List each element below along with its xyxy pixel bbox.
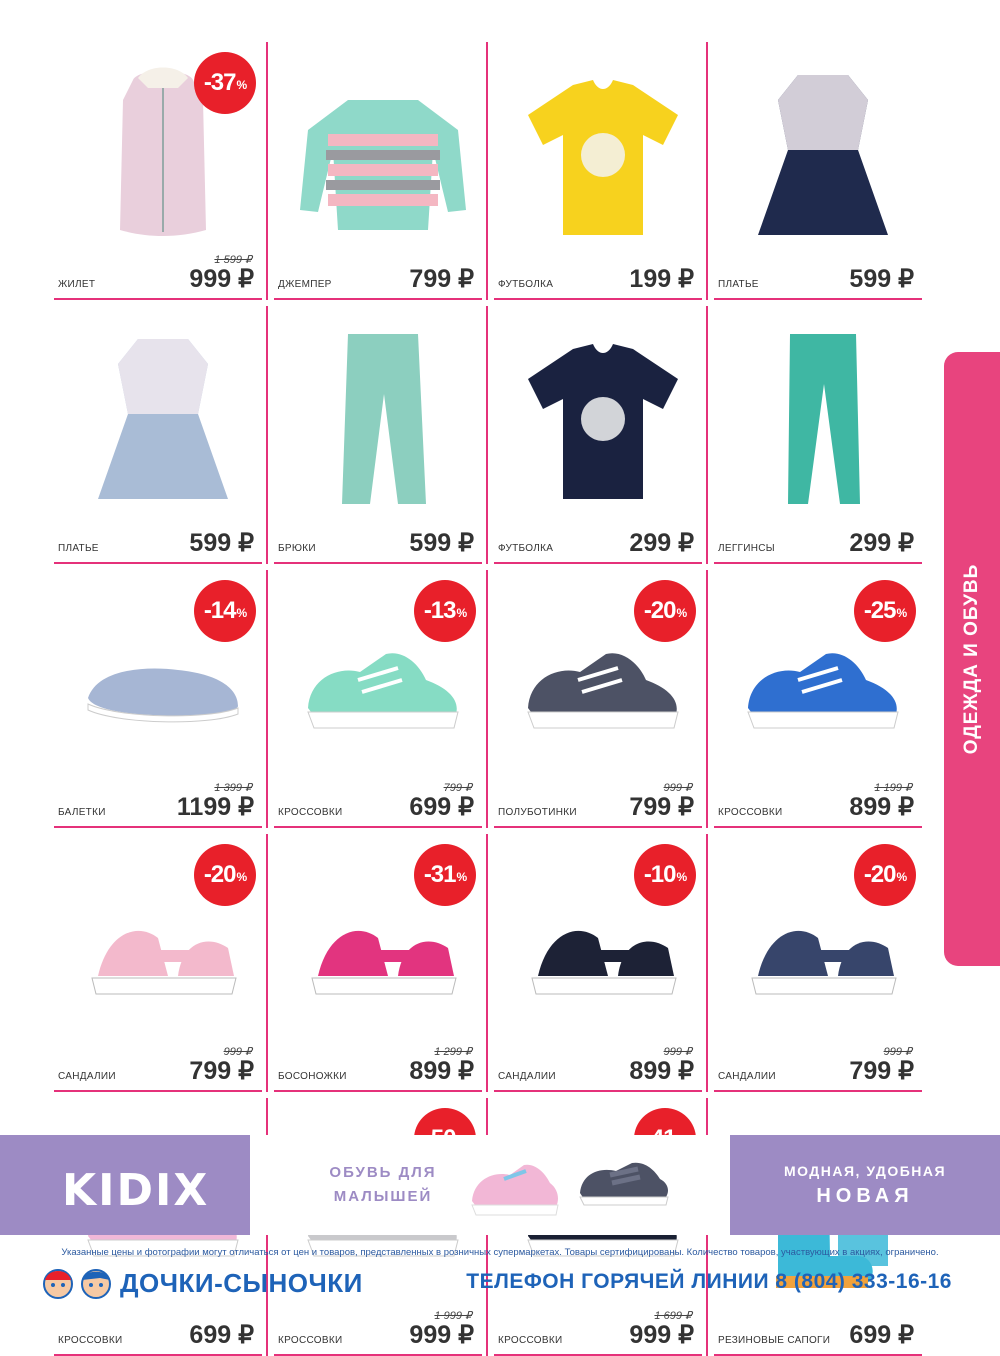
store-logo[interactable] (40, 1266, 363, 1300)
product-card[interactable] (48, 306, 268, 564)
old-price: 999 ₽ (663, 782, 692, 794)
card-divider-horizontal (714, 562, 922, 564)
product-name: ПОЛУБОТИНКИ (498, 807, 577, 818)
product-card[interactable] (48, 570, 268, 828)
product-price: 999 ₽ (409, 1321, 474, 1349)
product-name: ПЛАТЬЕ (718, 279, 759, 290)
card-divider-horizontal (494, 298, 702, 300)
product-price: 199 ₽ (629, 265, 694, 293)
product-image (738, 324, 908, 514)
product-card[interactable] (488, 42, 708, 300)
product-name: ФУТБОЛКА (498, 543, 554, 554)
product-image (78, 324, 248, 514)
banner-tagline-1: МОДНАЯ, УДОБНАЯ (783, 1163, 947, 1179)
card-divider-horizontal (714, 826, 922, 828)
product-name: РЕЗИНОВЫЕ САПОГИ (718, 1335, 831, 1346)
percent-sign: % (236, 870, 247, 884)
product-name: ДЖЕМПЕР (278, 279, 332, 290)
product-price: 299 ₽ (849, 529, 914, 557)
product-price: 799 ₽ (409, 265, 474, 293)
product-card[interactable] (268, 570, 488, 828)
product-card[interactable] (268, 834, 488, 1092)
product-name: САНДАЛИИ (718, 1071, 776, 1082)
banner-slogan-line1: ОБУВЬ ДЛЯ (329, 1164, 437, 1181)
card-divider-horizontal (54, 562, 262, 564)
product-price: 999 ₽ (189, 265, 254, 293)
discount-value: -20 (863, 861, 896, 888)
card-divider-horizontal (494, 1090, 702, 1092)
product-price: 699 ₽ (849, 1321, 914, 1349)
discount-badge (854, 580, 916, 642)
store-brand-name: ДОЧКИ-СЫНОЧКИ (120, 1267, 363, 1298)
product-image (298, 60, 468, 250)
card-divider-horizontal (714, 1090, 922, 1092)
product-price: 699 ₽ (409, 793, 474, 821)
banner-center-panel (250, 1135, 730, 1235)
product-name: БОСОНОЖКИ (278, 1071, 347, 1082)
product-price: 699 ₽ (189, 1321, 254, 1349)
percent-sign: % (676, 870, 687, 884)
product-price: 899 ₽ (629, 1057, 694, 1085)
product-name: ФУТБОЛКА (498, 279, 554, 290)
discount-badge (414, 580, 476, 642)
product-price: 299 ₽ (629, 529, 694, 557)
tshirt-icon (518, 324, 688, 514)
card-divider-horizontal (274, 1090, 482, 1092)
banner-slogan (318, 1161, 448, 1209)
product-name: САНДАЛИИ (58, 1071, 116, 1082)
discount-value: -20 (643, 597, 676, 624)
product-name: КРОССОВКИ (278, 807, 343, 818)
percent-sign: % (896, 606, 907, 620)
discount-badge (194, 844, 256, 906)
product-price: 1199 ₽ (176, 793, 254, 821)
category-tab[interactable] (944, 352, 1000, 966)
discount-value: -14 (203, 597, 236, 624)
product-card[interactable] (48, 42, 268, 300)
percent-sign: % (456, 606, 467, 620)
product-name: ЛЕГГИНСЫ (718, 543, 775, 554)
card-divider-horizontal (54, 1090, 262, 1092)
product-price: 999 ₽ (629, 1321, 694, 1349)
discount-badge (194, 580, 256, 642)
product-card[interactable] (488, 306, 708, 564)
dress-icon (738, 60, 908, 250)
leggings-icon (738, 324, 908, 514)
disclaimer: Указанные цены и фотографии могут отличаться от цен и товаров, представленных в розничных супермаркетах. Товары сертифицированы. Количество товаров, участвующих в акциях, ограничено. (61, 1247, 939, 1258)
category-tab-label: ОДЕЖДА И ОБУВЬ (961, 563, 982, 755)
kidix-banner[interactable] (0, 1135, 1000, 1235)
product-card[interactable] (48, 834, 268, 1092)
old-price: 999 ₽ (663, 1046, 692, 1058)
product-image (298, 324, 468, 514)
product-name: ЖИЛЕТ (58, 279, 96, 290)
discount-value: -31 (423, 861, 456, 888)
pants-icon (298, 324, 468, 514)
product-name: САНДАЛИИ (498, 1071, 556, 1082)
old-price: 1 999 ₽ (434, 1310, 472, 1322)
old-price: 999 ₽ (883, 1046, 912, 1058)
percent-sign: % (896, 870, 907, 884)
product-name: КРОССОВКИ (498, 1335, 563, 1346)
tshirt-icon (518, 60, 688, 250)
product-price: 799 ₽ (629, 793, 694, 821)
old-price: 1 699 ₽ (654, 1310, 692, 1322)
product-image (738, 60, 908, 250)
old-price: 1 199 ₽ (874, 782, 912, 794)
percent-sign: % (456, 870, 467, 884)
product-price: 899 ₽ (849, 793, 914, 821)
discount-value: -13 (423, 597, 456, 624)
card-divider-horizontal (494, 562, 702, 564)
product-price: 899 ₽ (409, 1057, 474, 1085)
product-card[interactable] (268, 306, 488, 564)
discount-badge (634, 580, 696, 642)
product-price: 599 ₽ (849, 265, 914, 293)
card-divider-horizontal (274, 826, 482, 828)
discount-value: -37 (203, 69, 236, 96)
old-price: 799 ₽ (443, 782, 472, 794)
product-card[interactable] (708, 42, 928, 300)
card-divider-horizontal (54, 298, 262, 300)
old-price: 999 ₽ (223, 1046, 252, 1058)
product-price: 799 ₽ (189, 1057, 254, 1085)
old-price: 1 599 ₽ (214, 254, 252, 266)
product-price: 599 ₽ (409, 529, 474, 557)
old-price: 1 299 ₽ (434, 1046, 472, 1058)
dress-icon (78, 324, 248, 514)
product-price: 799 ₽ (849, 1057, 914, 1085)
product-image (518, 60, 688, 250)
kids-faces-icon (40, 1266, 116, 1300)
discount-badge (854, 844, 916, 906)
product-name: КРОССОВКИ (278, 1335, 343, 1346)
product-card[interactable] (708, 834, 928, 1092)
discount-badge (194, 52, 256, 114)
product-card[interactable] (488, 570, 708, 828)
grey-shoe-icon (574, 1153, 674, 1213)
product-name: БРЮКИ (278, 543, 316, 554)
product-card[interactable] (708, 306, 928, 564)
discount-value: -10 (643, 861, 676, 888)
percent-sign: % (676, 606, 687, 620)
product-image (518, 324, 688, 514)
product-name: КРОССОВКИ (718, 807, 783, 818)
discount-value: -25 (863, 597, 896, 624)
discount-value: -20 (203, 861, 236, 888)
banner-slogan-line2: МАЛЫШЕЙ (333, 1188, 433, 1205)
product-price: 599 ₽ (189, 529, 254, 557)
old-price: 1 399 ₽ (214, 782, 252, 794)
product-card[interactable] (488, 834, 708, 1092)
hotline-phone[interactable]: ТЕЛЕФОН ГОРЯЧЕЙ ЛИНИИ 8 (804) 333-16-16 (466, 1270, 952, 1293)
pink-sneaker-icon (464, 1149, 564, 1225)
discount-badge (414, 844, 476, 906)
product-card[interactable] (708, 570, 928, 828)
product-card[interactable] (268, 42, 488, 300)
card-divider-horizontal (274, 298, 482, 300)
product-name: КРОССОВКИ (58, 1335, 123, 1346)
sweater-icon (298, 60, 468, 250)
card-divider-horizontal (714, 298, 922, 300)
card-divider-horizontal (54, 826, 262, 828)
card-divider-horizontal (494, 826, 702, 828)
percent-sign: % (236, 606, 247, 620)
banner-tagline-2: НОВАЯ (816, 1185, 914, 1207)
kidix-logo: KIDIX (62, 1165, 210, 1216)
product-name: ПЛАТЬЕ (58, 543, 99, 554)
percent-sign: % (236, 78, 247, 92)
product-name: БАЛЕТКИ (58, 807, 106, 818)
card-divider-horizontal (274, 562, 482, 564)
discount-badge (634, 844, 696, 906)
